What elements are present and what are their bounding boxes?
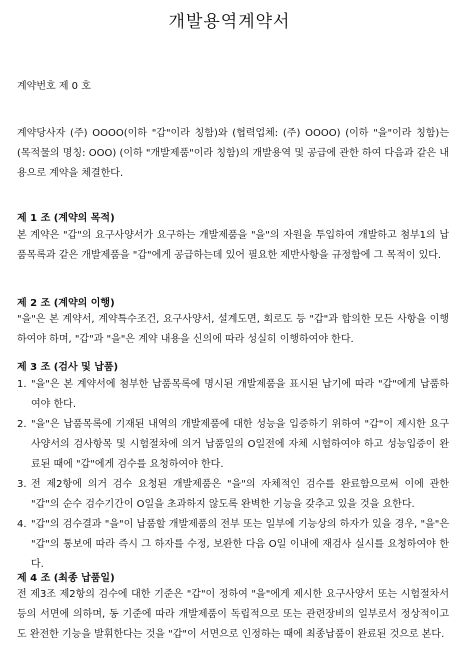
list-item-number: 3. [17, 479, 27, 490]
list-item [17, 375, 449, 415]
article-1-heading: 제 1 조 (계약의 목적) [17, 213, 115, 224]
list-item-text: "을"은 납품목록에 기재된 내역의 개발제품에 대한 성능을 입증하기 위하여 "갑"이 제시한 요구사양서의 검사항목 및 시험절차에 의거 납품일의 O일전에 자체 시험하여야 하고 성능입증이 완료된 때에 "갑"에게 검수를 요청하여야 한다. [31, 419, 449, 470]
list-item [17, 515, 449, 575]
list-item-text: "갑"의 검수결과 "을"이 납품할 개발제품의 전부 또는 일부에 기능상의 하자가 있을 경우, "을"은 "갑"의 통보에 따라 즉시 그 하자를 수정, 보완한 다음 O일 이내에 재검사 실시를 요청하여야 한다. [31, 519, 449, 570]
list-item-number: 4. [17, 519, 27, 530]
list-item-number: 2. [17, 419, 27, 430]
article-4-body: 전 제3조 제2항의 검수에 대한 기준은 "갑"이 정하여 "을"에게 제시한 요구사양서 또는 시험절차서 등의 서면에 의하며, 동 기준에 따라 개발제품이 독립적으로 또는 관련장비의 일부로서 정상적이고도 완전한 기능을 발휘한다는 것을 "갑"이 서면으로 인정하는 때에 최종납품이 완료된 것으로 본다. [17, 589, 449, 640]
article-2-heading: 제 2 조 (계약의 이행) [17, 298, 115, 309]
article-3-list [17, 375, 449, 575]
list-item-text: 전 제2항에 의거 검수 요청된 개발제품은 "을"의 자체적인 검수를 완료함으로써 이에 관한 "갑"의 순수 검수기간이 O일을 초과하지 않도록 완벽한 기능을 갖추고 있을 것을 요한다. [31, 479, 449, 510]
list-item [17, 475, 449, 515]
list-item [17, 415, 449, 475]
list-item-number: 1. [17, 379, 27, 390]
contract-number: 계약번호 제 0 호 [17, 81, 91, 92]
article-3-heading: 제 3 조 (검사 및 납품) [17, 362, 119, 373]
intro-paragraph: 계약당사자 (주) OOOO(이하 "갑"이라 칭함)와 (협력업체: (주) OOOO) (이하 "을"이라 칭함)는 (목적물의 명칭: OOO) (이하 "개발제품"이라 칭함)의 개발용역 및 공급에 관한 하여 다음과 같은 내용으로 계약을 체결한다. [17, 128, 449, 179]
article-1-body: 본 계약은 "갑"의 요구사양서가 요구하는 개발제품을 "을"의 자원을 투입하여 개발하고 첨부1의 납품목록과 같은 개발제품을 "갑"에게 공급하는데 있어 필요한 제반사항을 규정함에 그 목적이 있다. [17, 230, 449, 261]
article-2-body: "을"은 본 계약서, 계약특수조건, 요구사양서, 설계도면, 회로도 등 "갑"과 합의한 모든 사항을 이행하여야 하며, "갑"과 "을"은 계약 내용을 신의에 따라 성실히 이행하여야 한다. [17, 314, 449, 345]
article-4-heading: 제 4 조 (최종 납품일) [17, 573, 115, 584]
document-title: 개발용역계약서 [168, 12, 291, 32]
list-item-text: "을"은 본 계약서에 첨부한 납품목록에 명시된 개발제품을 표시된 납기에 따라 "갑"에게 납품하여야 한다. [31, 379, 449, 410]
